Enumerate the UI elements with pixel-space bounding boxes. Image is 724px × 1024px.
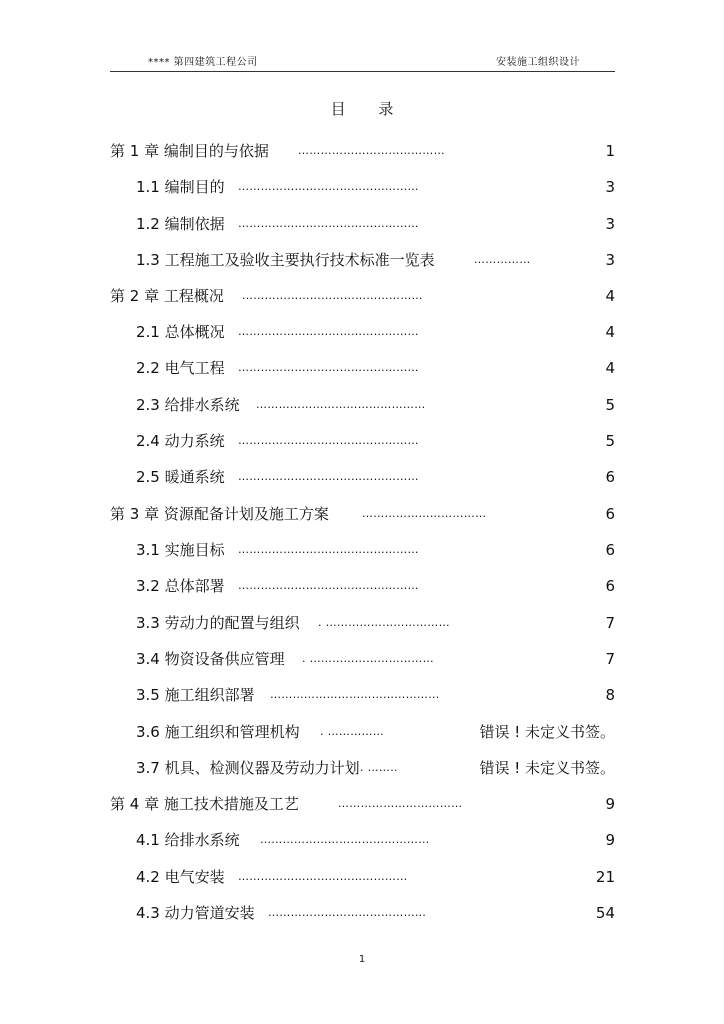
toc-title: 目 录 [330, 100, 408, 118]
toc-entry-4-1[interactable] [136, 830, 615, 850]
toc-entry-label: 3.6 施工组织和管理机构 [136, 723, 300, 741]
toc-entry-page: 5 [605, 396, 615, 414]
toc-entry-1-1[interactable] [136, 177, 615, 197]
toc-entry-page: 4 [605, 359, 615, 377]
toc-entry-chapter-1[interactable] [110, 141, 615, 161]
toc-entry-label: 2.5 暖通系统 [136, 468, 225, 486]
toc-entry-label: 4.3 动力管道安装 [136, 904, 255, 922]
header-company: **** 第四建筑工程公司 [148, 57, 258, 68]
toc-entry-chapter-4[interactable] [110, 794, 615, 814]
toc-entry-leader: ……………………………………… [270, 688, 440, 701]
toc-entry-chapter-3[interactable] [110, 504, 615, 524]
toc-entry-label: 2.1 总体概况 [136, 323, 225, 341]
toc-entry-3-7[interactable] [136, 758, 615, 778]
toc-entry-page: 21 [595, 868, 615, 886]
toc-entry-label: 1.3 工程施工及验收主要执行技术标准一览表 [136, 251, 435, 269]
toc-entry-leader: ……………………………………… [256, 398, 426, 411]
toc-entry-label: 第 1 章 编制目的与依据 [110, 142, 269, 160]
header-document-title: 安装施工组织设计 [496, 57, 580, 68]
toc-entry-4-2[interactable] [136, 867, 615, 887]
toc-entry-leader: . …………………………… [302, 652, 434, 665]
toc-entry-label: 2.3 给排水系统 [136, 396, 240, 414]
toc-entry-leader: ………………………………………… [238, 543, 419, 556]
toc-entry-page: 3 [605, 215, 615, 233]
toc-entry-leader: . …………………………… [318, 616, 450, 629]
toc-entry-label: 1.1 编制目的 [136, 178, 225, 196]
toc-entry-page: 错误 ! 未定义书签。 [479, 723, 615, 741]
footer-page-number: 1 [358, 954, 366, 965]
toc-entry-leader: ……………………………………… [260, 833, 430, 846]
toc-entry-page: 8 [605, 686, 615, 704]
toc-entry-leader: …………… [474, 253, 531, 266]
toc-entry-leader: . …….. [360, 761, 398, 774]
toc-entry-3-3[interactable] [136, 613, 615, 633]
toc-entry-label: 3.5 施工组织部署 [136, 686, 255, 704]
toc-entry-label: 4.1 给排水系统 [136, 831, 240, 849]
toc-entry-page: 9 [605, 831, 615, 849]
toc-entry-leader: ………………………………………… [238, 579, 419, 592]
toc-entry-label: 1.2 编制依据 [136, 215, 225, 233]
header-divider [110, 71, 615, 72]
toc-entry-3-4[interactable] [136, 649, 615, 669]
toc-entry-page: 6 [605, 541, 615, 559]
toc-entry-2-5[interactable] [136, 467, 615, 487]
toc-entry-4-3[interactable] [136, 903, 615, 923]
toc-entry-1-3[interactable] [136, 250, 615, 270]
toc-entry-label: 4.2 电气安装 [136, 868, 225, 886]
toc-entry-page: 6 [605, 468, 615, 486]
toc-entry-page: 4 [605, 287, 615, 305]
toc-entry-leader: ………………………………………… [238, 325, 419, 338]
toc-entry-3-2[interactable] [136, 576, 615, 596]
toc-entry-leader: …………………………… [338, 797, 463, 810]
toc-entry-page: 5 [605, 432, 615, 450]
toc-entry-1-2[interactable] [136, 214, 615, 234]
toc-entry-page: 1 [605, 142, 615, 160]
toc-entry-leader: ………………………………………… [238, 434, 419, 447]
toc-entry-page: 4 [605, 323, 615, 341]
toc-entry-page: 7 [605, 614, 615, 632]
toc-entry-leader: ………………………………………… [238, 470, 419, 483]
toc-entry-label: 3.4 物资设备供应管理 [136, 650, 285, 668]
toc-entry-page: 9 [605, 795, 615, 813]
toc-entry-leader: ……………………………………… [238, 870, 408, 883]
toc-entry-2-2[interactable] [136, 358, 615, 378]
toc-entry-2-3[interactable] [136, 395, 615, 415]
toc-entry-leader: …………………………… [362, 507, 487, 520]
toc-entry-label: 第 4 章 施工技术措施及工艺 [110, 795, 299, 813]
toc-entry-leader: ………………………………………… [238, 180, 419, 193]
toc-entry-page: 54 [595, 904, 615, 922]
toc-entry-leader: ………………………………………… [238, 361, 419, 374]
toc-entry-leader: …………………………………… [268, 906, 427, 919]
toc-entry-page: 6 [605, 577, 615, 595]
toc-entry-label: 3.7 机具、检测仪器及劳动力计划 [136, 759, 360, 777]
toc-entry-3-1[interactable] [136, 540, 615, 560]
toc-entry-page: 错误 ! 未定义书签。 [479, 759, 615, 777]
toc-entry-label: 第 2 章 工程概况 [110, 287, 224, 305]
toc-entry-label: 3.1 实施目标 [136, 541, 225, 559]
toc-entry-3-5[interactable] [136, 685, 615, 705]
toc-entry-2-1[interactable] [136, 322, 615, 342]
toc-entry-page: 3 [605, 251, 615, 269]
toc-entry-leader: ………………………………………… [238, 217, 419, 230]
toc-entry-leader: ………………………………… [298, 144, 445, 157]
toc-entry-label: 3.3 劳动力的配置与组织 [136, 614, 300, 632]
toc-entry-page: 7 [605, 650, 615, 668]
toc-entry-leader: ………………………………………… [242, 289, 423, 302]
toc-entry-label: 2.4 动力系统 [136, 432, 225, 450]
toc-entry-chapter-2[interactable] [110, 286, 615, 306]
toc-entry-label: 3.2 总体部署 [136, 577, 225, 595]
toc-entry-3-6[interactable] [136, 722, 615, 742]
toc-entry-page: 6 [605, 505, 615, 523]
toc-entry-leader: . …………… [320, 725, 385, 738]
toc-entry-label: 2.2 电气工程 [136, 359, 225, 377]
toc-entry-label: 第 3 章 资源配备计划及施工方案 [110, 505, 329, 523]
toc-entry-2-4[interactable] [136, 431, 615, 451]
toc-entry-page: 3 [605, 178, 615, 196]
